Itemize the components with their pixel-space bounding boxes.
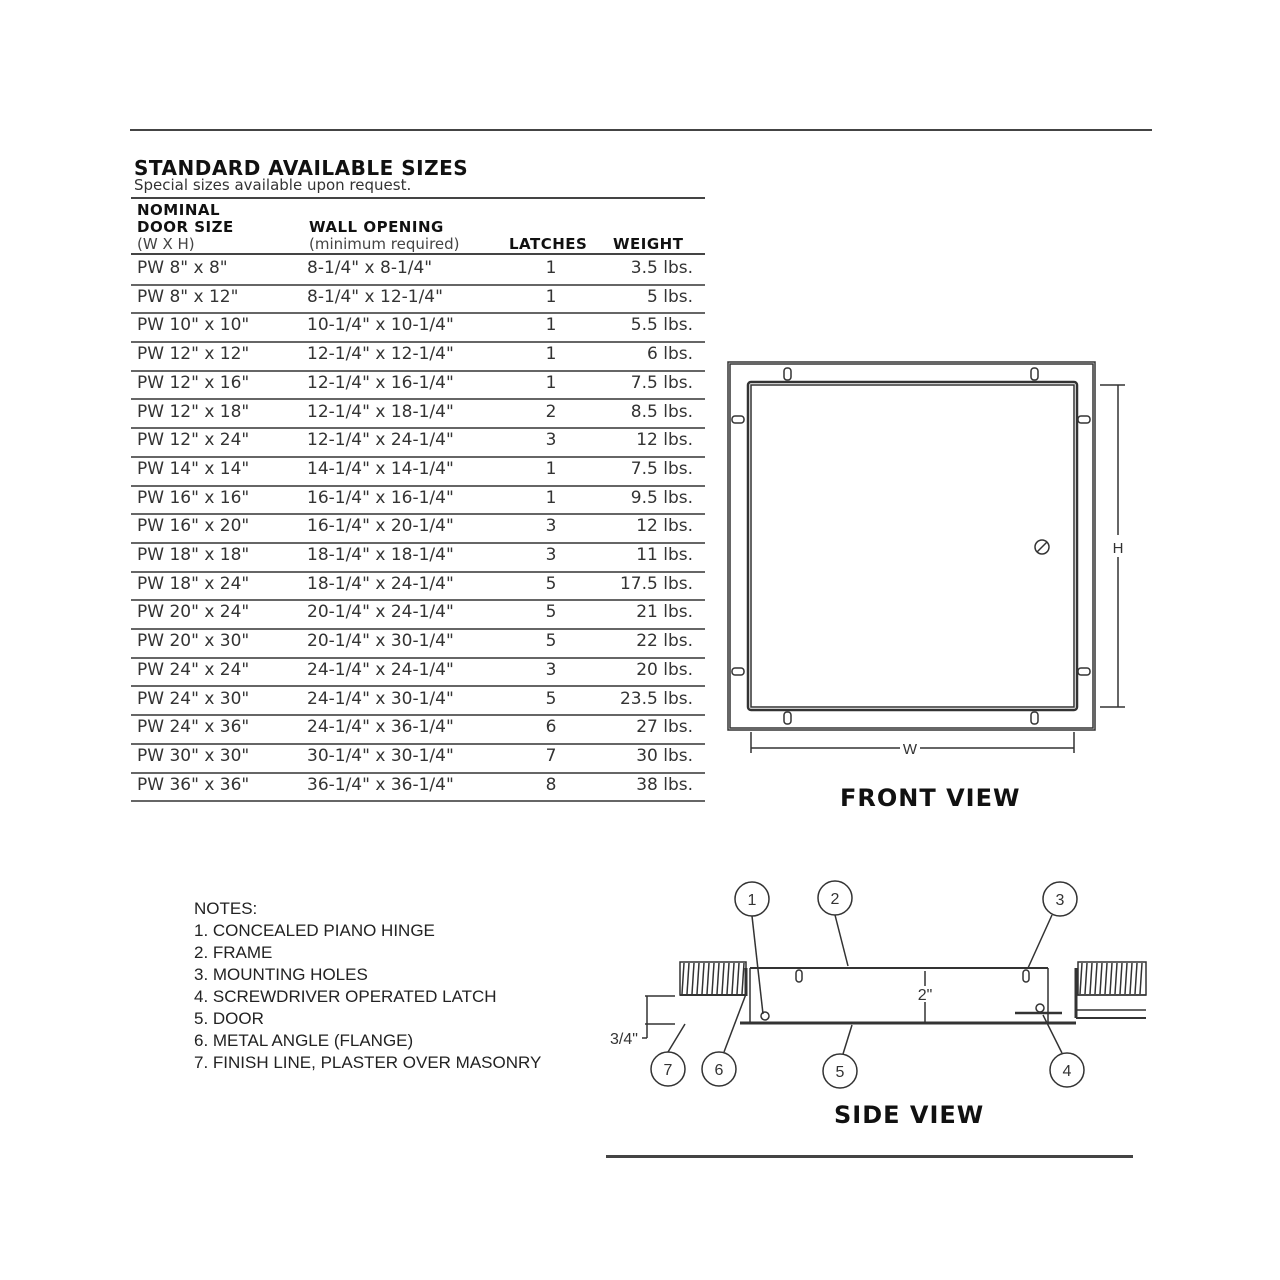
table-row bbox=[131, 714, 705, 745]
note-item: 5. DOOR bbox=[194, 1009, 264, 1028]
wall-opening-cell: 16-1/4" x 16-1/4" bbox=[307, 487, 454, 508]
callout-7: 7 bbox=[663, 1062, 673, 1079]
notes bbox=[194, 898, 541, 1074]
wall-opening-cell: 8-1/4" x 8-1/4" bbox=[307, 258, 433, 278]
mounting-hole bbox=[732, 416, 744, 423]
door-size-cell: PW 24" x 24" bbox=[137, 659, 250, 680]
latches-cell: 5 bbox=[545, 631, 557, 652]
front-view-caption: FRONT VIEW bbox=[840, 784, 1021, 812]
latches-cell: 3 bbox=[545, 516, 557, 537]
masonry-hatch bbox=[1130, 963, 1132, 994]
depth-label: 2" bbox=[917, 987, 933, 1004]
table-row bbox=[131, 513, 705, 544]
table-row bbox=[131, 628, 705, 659]
wall-opening-cell: 12-1/4" x 24-1/4" bbox=[307, 430, 454, 451]
top-rule bbox=[130, 129, 1152, 131]
table-row bbox=[131, 456, 705, 487]
mounting-hole bbox=[1078, 668, 1090, 675]
mounting-hole bbox=[1023, 970, 1029, 982]
latches-cell: 3 bbox=[545, 545, 557, 565]
masonry-hatch bbox=[742, 963, 744, 994]
latches-cell: 1 bbox=[545, 286, 557, 307]
mounting-hole bbox=[796, 970, 802, 982]
table-subtitle: Special sizes available upon request. bbox=[134, 176, 412, 194]
latches-cell: 1 bbox=[545, 487, 557, 508]
weight-cell: 5.5 lbs. bbox=[630, 315, 693, 336]
flange-label: 3/4" bbox=[610, 1031, 638, 1048]
table-row bbox=[131, 427, 705, 458]
door-size-cell: PW 8" x 12" bbox=[137, 286, 239, 307]
weight-cell: 30 lbs. bbox=[636, 745, 693, 766]
wall-opening-cell: 20-1/4" x 30-1/4" bbox=[307, 631, 454, 652]
front-view-drawing bbox=[700, 350, 1160, 770]
masonry-hatch bbox=[707, 963, 709, 994]
weight-cell: 9.5 lbs. bbox=[630, 487, 693, 508]
callout-5: 5 bbox=[835, 1064, 845, 1081]
weight-cell: 6 lbs. bbox=[647, 344, 693, 365]
width-label: W bbox=[902, 741, 918, 758]
wall-opening-cell: 14-1/4" x 14-1/4" bbox=[307, 458, 454, 479]
weight-cell: 27 lbs. bbox=[636, 717, 693, 738]
weight-cell: 21 lbs. bbox=[636, 602, 693, 623]
weight-cell: 7.5 lbs. bbox=[630, 458, 693, 479]
callout-3: 3 bbox=[1055, 892, 1065, 909]
latches-cell: 8 bbox=[545, 774, 557, 795]
table-row bbox=[131, 571, 705, 602]
table-row bbox=[131, 341, 705, 372]
table-row bbox=[131, 485, 705, 516]
height-label: H bbox=[1112, 540, 1124, 557]
header-line: DOOR SIZE bbox=[137, 218, 234, 236]
door-size-cell: PW 36" x 36" bbox=[137, 774, 250, 795]
weight-cell: 12 lbs. bbox=[636, 516, 693, 537]
weight-cell: 7.5 lbs. bbox=[630, 372, 693, 393]
masonry-hatch bbox=[722, 963, 724, 994]
wall-opening-cell: 16-1/4" x 20-1/4" bbox=[307, 516, 454, 537]
header-door-size bbox=[137, 202, 234, 253]
door-size-cell: PW 14" x 14" bbox=[137, 458, 250, 479]
wall-opening-cell: 8-1/4" x 12-1/4" bbox=[307, 286, 443, 307]
masonry-hatch bbox=[1120, 963, 1122, 994]
door-size-cell: PW 10" x 10" bbox=[137, 315, 250, 336]
latch-icon bbox=[1036, 1004, 1044, 1012]
table-row bbox=[131, 284, 705, 315]
note-item: 3. MOUNTING HOLES bbox=[194, 965, 368, 984]
door-panel bbox=[748, 382, 1077, 710]
masonry-hatch bbox=[712, 963, 714, 994]
bottom-rule bbox=[606, 1155, 1133, 1158]
table-row bbox=[131, 772, 705, 803]
table-title: STANDARD AVAILABLE SIZES bbox=[134, 156, 469, 180]
note-item: 1. CONCEALED PIANO HINGE bbox=[194, 921, 435, 940]
callout-4: 4 bbox=[1062, 1063, 1072, 1080]
header-weight: WEIGHT bbox=[613, 235, 684, 253]
header-rule bbox=[131, 197, 705, 199]
note-item: 7. FINISH LINE, PLASTER OVER MASONRY bbox=[194, 1053, 542, 1072]
weight-cell: 23.5 lbs. bbox=[619, 688, 693, 709]
latches-cell: 5 bbox=[545, 573, 557, 594]
wall-opening-cell: 18-1/4" x 18-1/4" bbox=[307, 545, 454, 565]
header-wall-opening bbox=[309, 219, 460, 253]
wall-opening-cell: 18-1/4" x 24-1/4" bbox=[307, 573, 454, 594]
table-row bbox=[131, 743, 705, 774]
door-size-cell: PW 18" x 24" bbox=[137, 573, 250, 594]
latches-cell: 1 bbox=[545, 258, 557, 278]
door-size-cell: PW 20" x 30" bbox=[137, 631, 250, 652]
latches-cell: 5 bbox=[545, 602, 557, 623]
masonry-hatch bbox=[1100, 963, 1102, 994]
table-row bbox=[131, 686, 705, 717]
mounting-hole bbox=[1031, 712, 1038, 724]
door-size-cell: PW 20" x 24" bbox=[137, 602, 250, 623]
header-latches: LATCHES bbox=[509, 235, 588, 253]
weight-cell: 12 lbs. bbox=[636, 430, 693, 451]
weight-cell: 8.5 lbs. bbox=[630, 401, 693, 422]
weight-cell: 17.5 lbs. bbox=[619, 573, 693, 594]
weight-cell: 20 lbs. bbox=[636, 659, 693, 680]
wall-opening-cell: 24-1/4" x 36-1/4" bbox=[307, 717, 454, 738]
latches-cell: 5 bbox=[545, 688, 557, 709]
callout-1: 1 bbox=[747, 892, 757, 909]
door-size-cell: PW 16" x 20" bbox=[137, 516, 250, 537]
latches-cell: 1 bbox=[545, 344, 557, 365]
mounting-hole bbox=[1031, 368, 1038, 380]
door-size-cell: PW 8" x 8" bbox=[137, 258, 228, 278]
door-size-cell: PW 12" x 24" bbox=[137, 430, 250, 451]
door-size-cell: PW 12" x 18" bbox=[137, 401, 250, 422]
latches-cell: 1 bbox=[545, 458, 557, 479]
door-size-cell: PW 30" x 30" bbox=[137, 745, 250, 766]
table-row bbox=[131, 312, 705, 343]
masonry-hatch bbox=[1090, 963, 1092, 994]
masonry-hatch bbox=[717, 963, 719, 994]
header-line: WALL OPENING bbox=[309, 218, 444, 236]
note-item: 4. SCREWDRIVER OPERATED LATCH bbox=[194, 987, 497, 1006]
latches-cell: 3 bbox=[545, 430, 557, 451]
callout-6: 6 bbox=[714, 1062, 724, 1079]
masonry-hatch bbox=[1125, 963, 1127, 994]
side-view-drawing bbox=[600, 870, 1160, 1100]
note-item: 2. FRAME bbox=[194, 943, 273, 962]
wall-opening-cell: 12-1/4" x 16-1/4" bbox=[307, 372, 454, 393]
notes-list bbox=[194, 920, 541, 1074]
mounting-hole bbox=[1078, 416, 1090, 423]
wall-opening-cell: 30-1/4" x 30-1/4" bbox=[307, 745, 454, 766]
weight-cell: 38 lbs. bbox=[636, 774, 693, 795]
mounting-hole bbox=[732, 668, 744, 675]
masonry-hatch bbox=[692, 963, 694, 994]
masonry-hatch bbox=[682, 963, 684, 994]
wall-opening-cell: 12-1/4" x 12-1/4" bbox=[307, 344, 454, 365]
notes-title: NOTES: bbox=[194, 899, 258, 918]
masonry-hatch bbox=[1085, 963, 1087, 994]
weight-cell: 3.5 lbs. bbox=[630, 258, 693, 278]
masonry-hatch bbox=[737, 963, 739, 994]
wall-opening-cell: 24-1/4" x 30-1/4" bbox=[307, 688, 454, 709]
table-row bbox=[131, 370, 705, 401]
header-line: (W X H) bbox=[137, 235, 195, 253]
weight-cell: 5 lbs. bbox=[647, 286, 693, 307]
masonry-hatch bbox=[697, 963, 699, 994]
masonry-hatch bbox=[732, 963, 734, 994]
door-size-cell: PW 24" x 36" bbox=[137, 717, 250, 738]
masonry-hatch bbox=[702, 963, 704, 994]
masonry-hatch bbox=[1115, 963, 1117, 994]
table-row bbox=[131, 599, 705, 630]
table-row bbox=[131, 399, 705, 430]
door-size-cell: PW 24" x 30" bbox=[137, 688, 250, 709]
header-line: NOMINAL bbox=[137, 201, 221, 219]
latches-cell: 2 bbox=[545, 401, 557, 422]
latches-cell: 1 bbox=[545, 315, 557, 336]
masonry-hatch bbox=[1095, 963, 1097, 994]
latches-cell: 7 bbox=[545, 745, 557, 766]
mounting-hole bbox=[784, 712, 791, 724]
masonry-hatch bbox=[1105, 963, 1107, 994]
wall-opening-cell: 10-1/4" x 10-1/4" bbox=[307, 315, 454, 336]
table-row bbox=[131, 657, 705, 688]
door-size-cell: PW 12" x 16" bbox=[137, 372, 250, 393]
note-item: 6. METAL ANGLE (FLANGE) bbox=[194, 1031, 414, 1050]
door-size-cell: PW 18" x 18" bbox=[137, 545, 250, 565]
table-row bbox=[131, 255, 705, 286]
masonry-hatch bbox=[1135, 963, 1137, 994]
wall-opening-cell: 24-1/4" x 24-1/4" bbox=[307, 659, 454, 680]
weight-cell: 11 lbs. bbox=[636, 545, 693, 565]
mounting-hole bbox=[784, 368, 791, 380]
masonry-hatch bbox=[1140, 963, 1142, 994]
masonry-hatch bbox=[1080, 963, 1082, 994]
frame-outline bbox=[728, 362, 1095, 730]
callout-2: 2 bbox=[830, 891, 840, 908]
weight-cell: 22 lbs. bbox=[636, 631, 693, 652]
masonry-hatch bbox=[687, 963, 689, 994]
side-view-caption: SIDE VIEW bbox=[834, 1101, 985, 1129]
masonry-hatch bbox=[727, 963, 729, 994]
header-line: (minimum required) bbox=[309, 235, 460, 253]
masonry-hatch bbox=[1110, 963, 1112, 994]
latches-cell: 1 bbox=[545, 372, 557, 393]
latches-cell: 3 bbox=[545, 659, 557, 680]
latches-cell: 6 bbox=[545, 717, 557, 738]
table-row bbox=[131, 542, 705, 573]
wall-opening-cell: 20-1/4" x 24-1/4" bbox=[307, 602, 454, 623]
wall-opening-cell: 12-1/4" x 18-1/4" bbox=[307, 401, 454, 422]
wall-opening-cell: 36-1/4" x 36-1/4" bbox=[307, 774, 454, 795]
door-size-cell: PW 16" x 16" bbox=[137, 487, 250, 508]
door-size-cell: PW 12" x 12" bbox=[137, 344, 250, 365]
